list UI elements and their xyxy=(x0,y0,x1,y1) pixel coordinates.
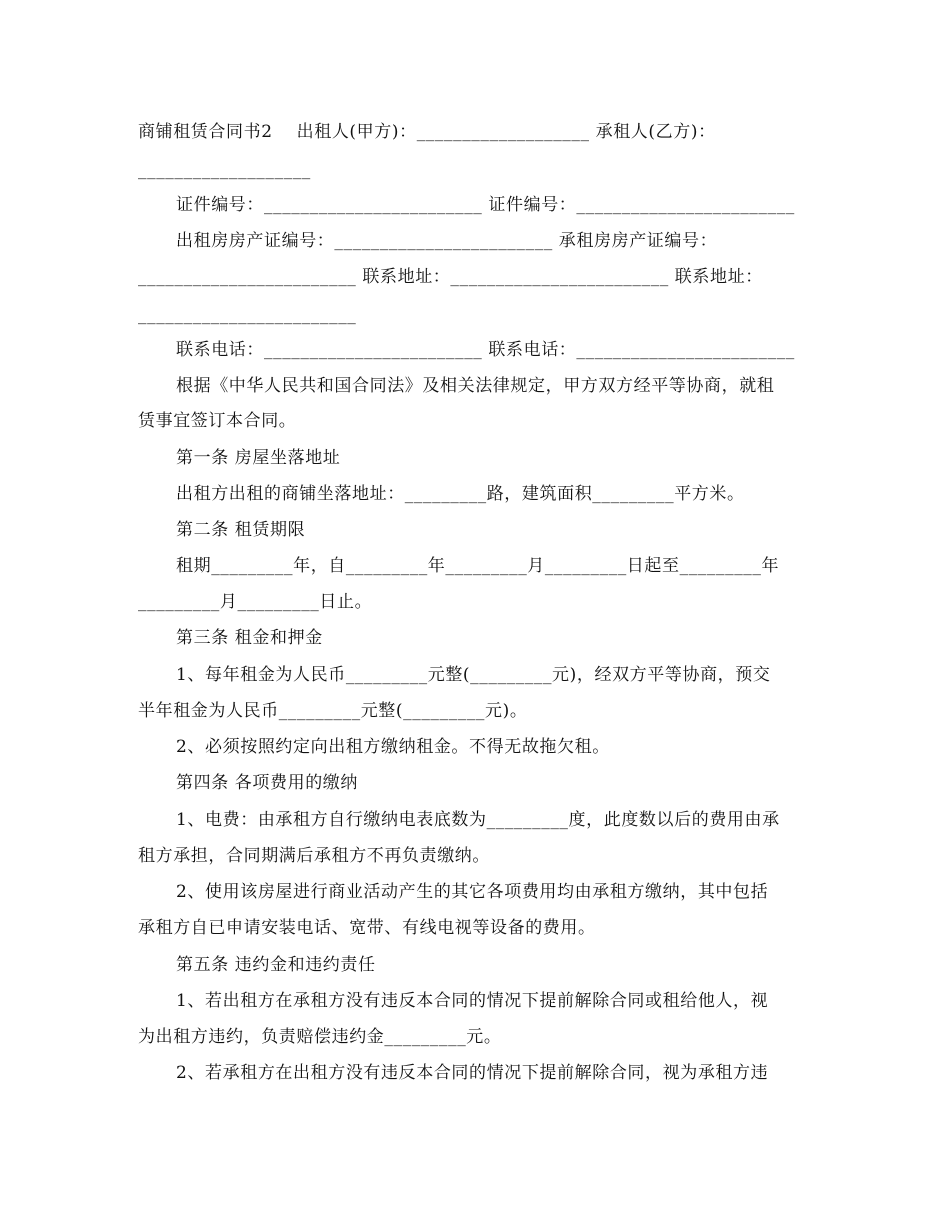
contact-phone-line: 联系电话：________________________ 联系电话：________________________ xyxy=(176,340,795,360)
article-3-heading: 第三条 租金和押金 xyxy=(176,628,323,648)
article-4-item-2-line-1: 2、使用该房屋进行商业活动产生的其它各项费用均由承租方缴纳，其中包括 xyxy=(176,882,769,902)
article-2-heading: 第二条 租赁期限 xyxy=(176,520,306,540)
article-5-item-1-line-1: 1、若出租方在承租方没有违反本合同的情况下提前解除合同或租给他人，视 xyxy=(176,991,769,1011)
article-1-heading: 第一条 房屋坐落地址 xyxy=(176,448,341,468)
contact-address-line: ________________________ 联系地址：________________________ 联系地址： xyxy=(138,267,763,287)
article-4-item-2-line-2: 承租方自已申请安装电话、宽带、有线电视等设备的费用。 xyxy=(138,918,596,938)
property-cert-line: 出租房房产证编号：________________________ 承租房房产证编号： xyxy=(176,231,718,251)
article-3-item-1-line-1: 1、每年租金为人民币_________元整(_________元)，经双方平等协商，预交 xyxy=(176,665,771,685)
article-4-item-1-line-2: 租方承担，合同期满后承租方不再负责缴纳。 xyxy=(138,846,490,866)
article-1-text: 出租方出租的商铺坐落地址：_________路，建筑面积_________平方米。 xyxy=(176,484,745,504)
article-3-item-2: 2、必须按照约定向出租方缴纳租金。不得无故拖欠租。 xyxy=(176,737,610,757)
article-2-text-2: _________月_________日止。 xyxy=(138,592,373,612)
contact-address-blank-line: ________________________ xyxy=(138,305,357,325)
article-4-item-1-line-1: 1、电费：由承租方自行缴纳电表底数为_________度，此度数以后的费用由承 xyxy=(176,810,780,830)
contract-title-line: 商铺租赁合同书2 出租人(甲方)：___________________ 承租人(乙方)： xyxy=(138,122,716,142)
lessee-blank-line: ___________________ xyxy=(138,160,311,180)
preamble-line-2: 赁事宜签订本合同。 xyxy=(138,411,297,431)
id-number-line: 证件编号：________________________ 证件编号：________________________ xyxy=(176,195,795,215)
article-5-item-2-line-1: 2、若承租方在出租方没有违反本合同的情况下提前解除合同，视为承租方违 xyxy=(176,1063,769,1083)
preamble-line-1: 根据《中华人民共和国合同法》及相关法律规定，甲方双方经平等协商，就租 xyxy=(176,376,775,396)
article-3-item-1-line-2: 半年租金为人民币_________元整(_________元)。 xyxy=(138,701,528,721)
article-4-heading: 第四条 各项费用的缴纳 xyxy=(176,773,359,793)
article-5-heading: 第五条 违约金和违约责任 xyxy=(176,955,376,975)
article-2-text-1: 租期_________年，自_________年_________月_________日起至_________年 xyxy=(176,556,780,576)
article-5-item-1-line-2: 为出租方违约，负责赔偿违约金_________元。 xyxy=(138,1027,502,1047)
